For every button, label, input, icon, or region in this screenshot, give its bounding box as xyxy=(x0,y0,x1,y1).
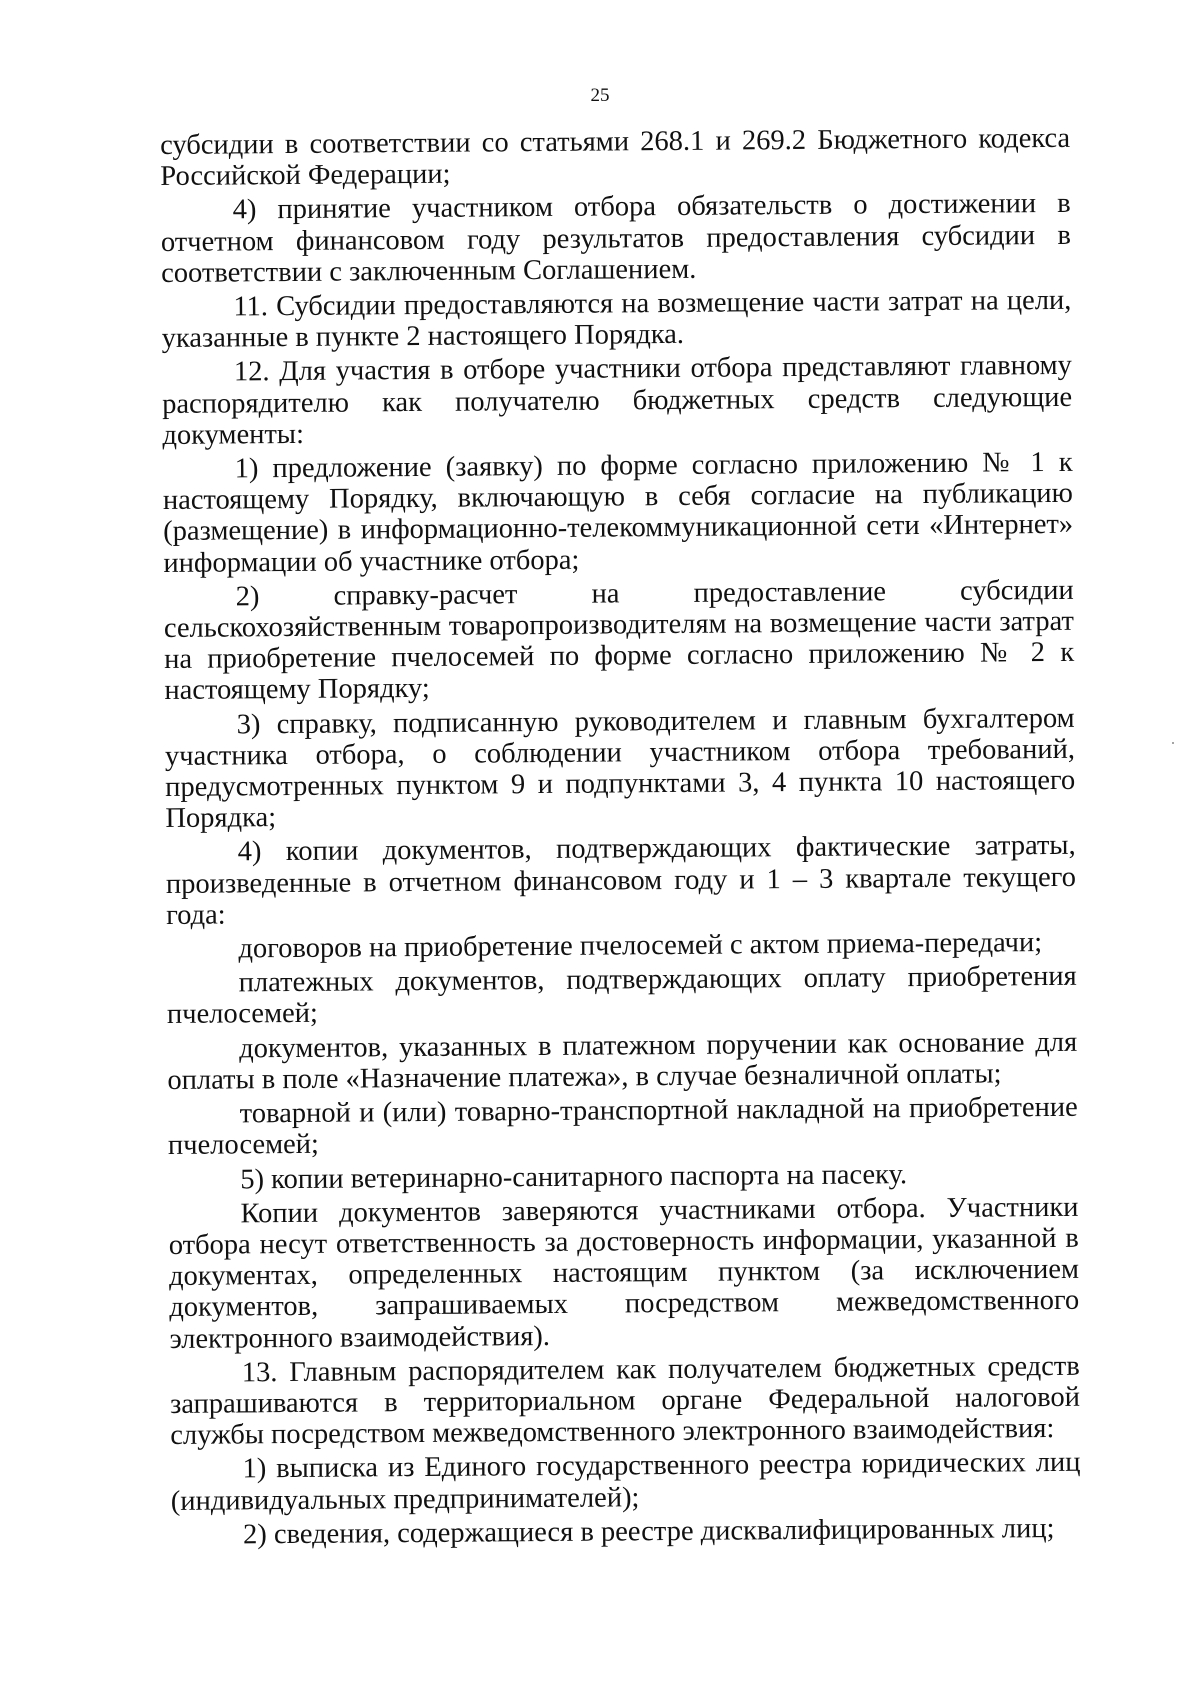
paragraph-copies-certified: Копии документов заверяются участниками отбора. Участники отбора несут ответственность за достоверность информации, указанной в документах, определенных настоящим пунктом (за исключением документов, запрашиваемых посредством межведомственного электронного взаимодействия). xyxy=(168,1191,1080,1355)
page-number: 25 xyxy=(590,85,610,106)
paragraph-waybill: товарной и (или) товарно-транспортной накладной на приобретение пчелосемей; xyxy=(167,1091,1078,1162)
paragraph-item-1-application: 1) предложение (заявку) по форме согласно приложению № 1 к настоящему Порядку, включающую в себя согласие на публикацию (размещение) в информационно-телекоммуникационной сети «Интернет» информации об участнике отбора; xyxy=(162,446,1074,579)
paragraph-clause-13: 13. Главным распорядителем как получателем бюджетных средств запрашиваются в территориальном органе Федеральной налоговой службы посредством межведомственного электронного взаимодействия: xyxy=(169,1350,1081,1452)
scan-speck xyxy=(1172,742,1174,744)
document-body xyxy=(160,123,1081,1554)
paragraph-item-2-disqualified-registry: 2) сведения, содержащиеся в реестре дисквалифицированных лиц; xyxy=(242,1512,1055,1551)
paragraph-item-1-registry-extract: 1) выписка из Единого государственного реестра юридических лиц (индивидуальных предпринимателей); xyxy=(170,1447,1081,1517)
paragraph-item-2-calculation: 2) справку-расчет на предоставление субсидии сельскохозяйственным товаропроизводителям на возмещение части затрат на приобретение пчелосемей по форме согласно приложению № 2 к настоящему Порядку; xyxy=(163,574,1075,707)
paragraph-item-4-obligations: 4) принятие участником отбора обязательств о достижении в отчетном финансовом году результатов предоставления субсидии в соответствии с заключенным Соглашением. xyxy=(160,188,1071,289)
paragraph-clause-12: 12. Для участия в отборе участники отбора представляют главному распорядителю как получателю бюджетных средств следующие документы: xyxy=(162,350,1073,451)
paragraph-subsidy-budget-code: субсидии в соответствии со статьями 268.1 и 269.2 Бюджетного кодекса Российской Федерации; xyxy=(160,122,1071,193)
paragraph-item-3-certificate: 3) справку, подписанную руководителем и главным бухгалтером участника отбора, о соблюдении участником отбора требований, предусмотренных пунктом 9 и подпунктами 3, 4 пункта 10 настоящего Порядка; xyxy=(164,702,1076,835)
paragraph-clause-11: 11. Субсидии предоставляются на возмещение части затрат на цели, указанные в пункте 2 настоящего Порядка. xyxy=(161,284,1072,355)
paragraph-payment-order-documents: документов, указанных в платежном поручении как основание для оплаты в поле «Назначение платежа», в случае безналичной оплаты; xyxy=(167,1026,1078,1096)
paragraph-item-5-vet-passport: 5) копии ветеринарно-санитарного паспорта на пасеку. xyxy=(240,1158,908,1195)
paragraph-item-4-copies: 4) копии документов, подтверждающих фактические затраты, произведенные в отчетном финансовом году и 1 – 3 квартале текущего года: xyxy=(165,830,1077,931)
paragraph-contracts: договоров на приобретение пчелосемей с актом приема-передачи; xyxy=(238,927,1043,965)
paragraph-payment-documents: платежных документов, подтверждающих оплату приобретения пчелосемей; xyxy=(166,961,1077,1031)
